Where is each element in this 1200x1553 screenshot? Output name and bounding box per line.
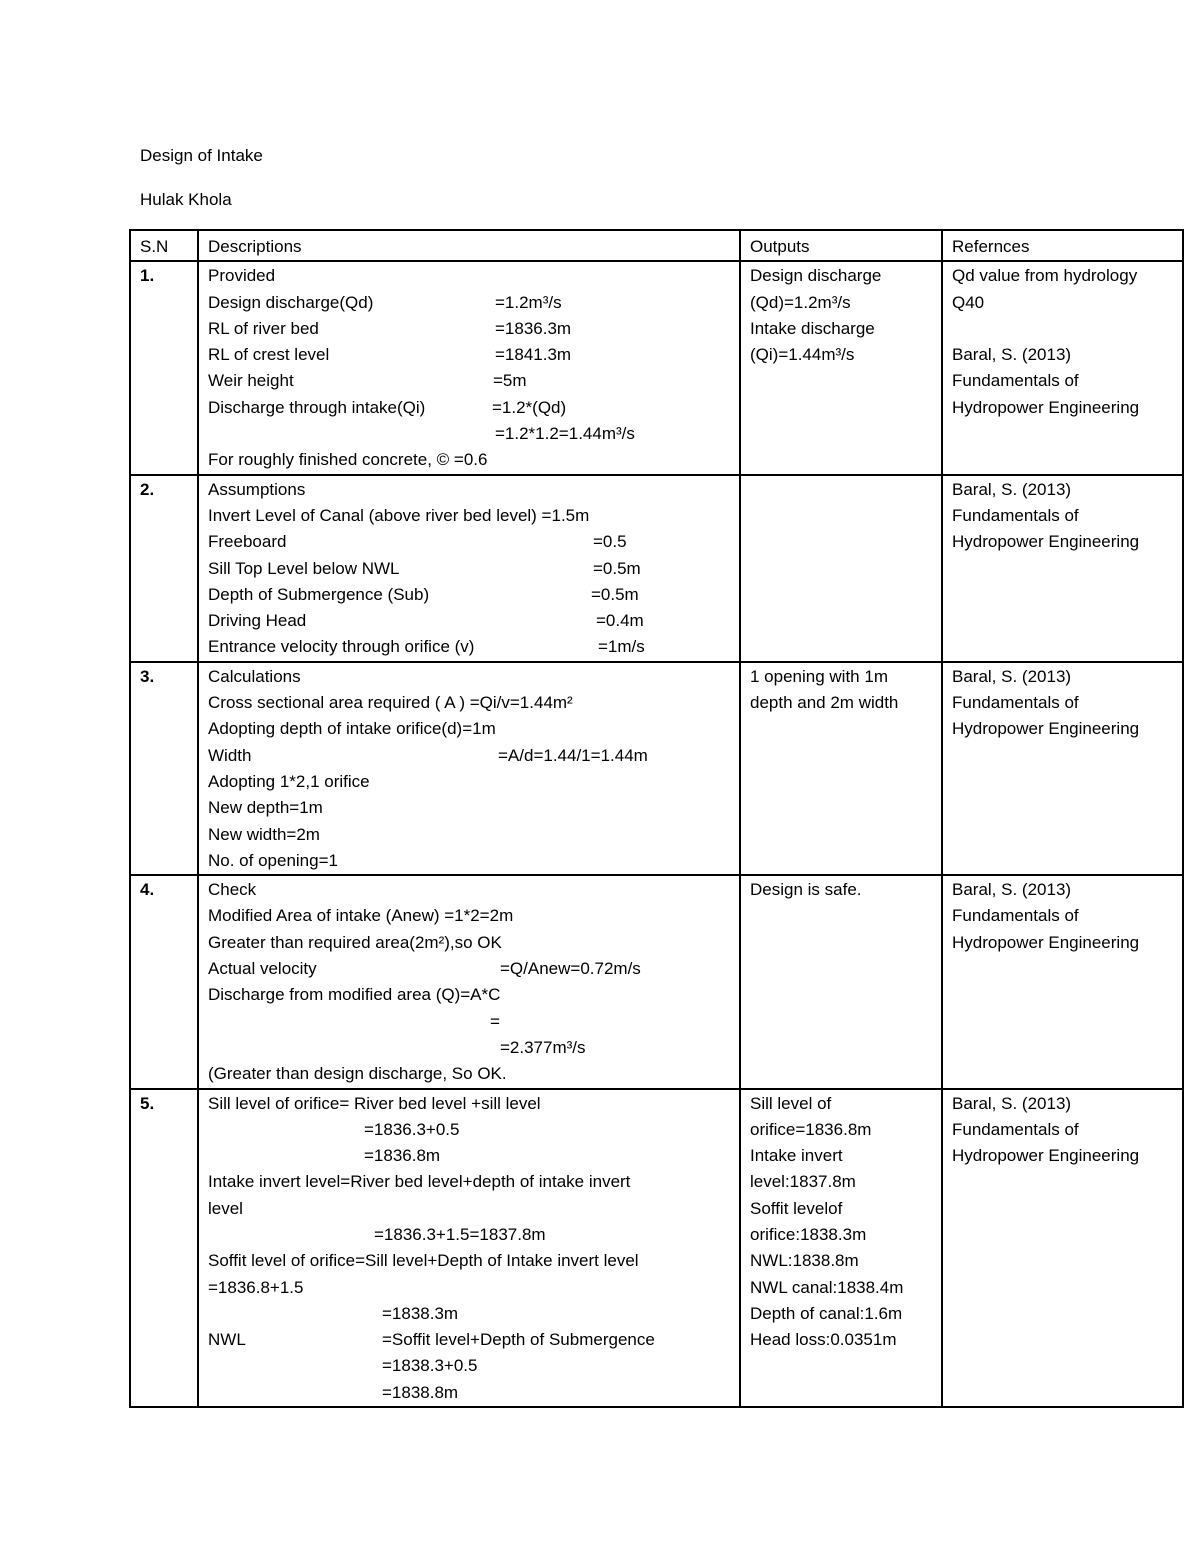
description-label: RL of crest level <box>208 345 330 365</box>
description-value: =0.5 <box>593 532 627 552</box>
description-line <box>208 1353 739 1379</box>
description-value: =1m/s <box>598 637 645 657</box>
description-value: =Q/Anew=0.72m/s <box>500 959 641 979</box>
description-line <box>208 795 739 821</box>
description-line <box>208 1009 739 1035</box>
row-sn: 2. <box>130 475 198 662</box>
description-line <box>208 1301 739 1327</box>
description-line <box>208 848 739 874</box>
description-line <box>208 1380 739 1406</box>
table-row <box>130 475 1183 662</box>
row-references <box>942 875 1183 1088</box>
reference-line: Hydropower Engineering <box>952 1146 1140 1166</box>
description-label: Design discharge(Qd) <box>208 292 374 312</box>
description-value: =1836.3+1.5=1837.8m <box>374 1224 546 1244</box>
description-label: Actual velocity <box>208 959 317 979</box>
description-line <box>208 1196 739 1222</box>
description-line <box>208 903 739 929</box>
description-line <box>208 316 739 342</box>
reference-line: Hydropower Engineering <box>952 932 1140 952</box>
description-value: =A/d=1.44/1=1.44m <box>498 745 648 765</box>
output-line: Soffit levelof <box>750 1198 843 1218</box>
row-sn: 4. <box>130 875 198 1088</box>
row-outputs <box>740 662 942 875</box>
description-label: Greater than required area(2m²),so OK <box>208 932 502 952</box>
description-label: New depth=1m <box>208 798 323 818</box>
description-line <box>208 877 739 903</box>
reference-line: Fundamentals of <box>952 371 1079 391</box>
description-line <box>208 956 739 982</box>
header-outputs: Outputs <box>740 230 942 261</box>
output-line: depth and 2m width <box>750 693 899 713</box>
header-references: Refernces <box>942 230 1183 261</box>
description-line <box>208 1035 739 1061</box>
row-references <box>942 662 1183 875</box>
description-line <box>208 1222 739 1248</box>
intake-design-table <box>129 229 1184 1408</box>
description-label: Discharge through intake(Qi) <box>208 397 426 417</box>
description-value: = <box>490 1011 500 1031</box>
row-descriptions <box>198 662 740 875</box>
description-label: Intake invert level=River bed level+depth of intake invert <box>208 1172 631 1192</box>
description-label: Sill Top Level below NWL <box>208 558 400 578</box>
description-value: =1838.8m <box>382 1382 459 1402</box>
description-label: NWL <box>208 1330 246 1350</box>
output-line: level:1837.8m <box>750 1172 856 1192</box>
description-label: Sill level of orifice= River bed level +sill level <box>208 1093 541 1113</box>
row-descriptions <box>198 875 740 1088</box>
description-label: Modified Area of intake (Anew) =1*2=2m <box>208 906 514 926</box>
row-descriptions <box>198 261 740 474</box>
description-label: Assumptions <box>208 479 306 499</box>
description-line <box>208 634 739 660</box>
description-label: RL of river bed <box>208 318 319 338</box>
description-value: =1836.3m <box>495 318 572 338</box>
description-value: =1836.8m <box>364 1146 441 1166</box>
description-value: =1836.3+0.5 <box>364 1119 460 1139</box>
description-value: =1838.3+0.5 <box>382 1356 478 1376</box>
description-line <box>208 690 739 716</box>
description-line <box>208 1117 739 1143</box>
row-outputs <box>740 1089 942 1408</box>
description-line <box>208 1327 739 1353</box>
row-references <box>942 475 1183 662</box>
description-line <box>208 1275 739 1301</box>
description-line <box>208 769 739 795</box>
table-body <box>130 230 1183 1407</box>
description-label: Weir height <box>208 371 294 391</box>
description-label: Discharge from modified area (Q)=A*C <box>208 985 501 1005</box>
description-value: =1838.3m <box>382 1303 459 1323</box>
row-outputs <box>740 261 942 474</box>
description-value: =Soffit level+Depth of Submergence <box>382 1330 655 1350</box>
output-line: orifice=1836.8m <box>750 1119 872 1139</box>
reference-line: Baral, S. (2013) <box>952 1093 1072 1113</box>
description-label: Invert Level of Canal (above river bed level) =1.5m <box>208 505 590 525</box>
row-sn: 5. <box>130 1089 198 1408</box>
reference-line: Hydropower Engineering <box>952 719 1140 739</box>
description-line <box>208 477 739 503</box>
description-label: Entrance velocity through orifice (v) <box>208 637 475 657</box>
row-descriptions <box>198 1089 740 1408</box>
row-outputs <box>740 475 942 662</box>
reference-line: Q40 <box>952 292 985 312</box>
description-label: Check <box>208 880 257 900</box>
reference-line: Fundamentals of <box>952 505 1079 525</box>
description-line <box>208 664 739 690</box>
description-label: New width=2m <box>208 824 320 844</box>
description-value: =2.377m³/s <box>500 1037 586 1057</box>
reference-line: Baral, S. (2013) <box>952 880 1072 900</box>
description-value: =0.4m <box>596 611 644 631</box>
description-value: =1.2*1.2=1.44m³/s <box>495 424 635 444</box>
description-line <box>208 1061 739 1087</box>
reference-line: Hydropower Engineering <box>952 397 1140 417</box>
output-line: orifice:1838.3m <box>750 1224 867 1244</box>
description-line <box>208 290 739 316</box>
header-descriptions: Descriptions <box>198 230 740 261</box>
description-line <box>208 263 739 289</box>
output-line: NWL canal:1838.4m <box>750 1277 904 1297</box>
description-line <box>208 743 739 769</box>
table-row <box>130 662 1183 875</box>
description-label: For roughly finished concrete, © =0.6 <box>208 450 488 470</box>
description-label: Adopting depth of intake orifice(d)=1m <box>208 719 496 739</box>
description-line <box>208 1091 739 1117</box>
description-value: =0.5m <box>593 558 641 578</box>
description-label: Driving Head <box>208 611 307 631</box>
document-subtitle: Hulak Khola <box>140 190 232 209</box>
description-label: Calculations <box>208 666 301 686</box>
description-value: =1.2m³/s <box>495 292 562 312</box>
description-label: Depth of Submergence (Sub) <box>208 584 430 604</box>
output-line: Sill level of <box>750 1093 832 1113</box>
description-line <box>208 421 739 447</box>
description-value: =1.2*(Qd) <box>492 397 567 417</box>
output-line: NWL:1838.8m <box>750 1251 859 1271</box>
table-row <box>130 261 1183 474</box>
output-line: Intake discharge <box>750 318 875 338</box>
output-line: 1 opening with 1m <box>750 666 888 686</box>
description-line <box>208 982 739 1008</box>
description-line <box>208 716 739 742</box>
reference-line: Fundamentals of <box>952 906 1079 926</box>
description-line <box>208 368 739 394</box>
description-value: =5m <box>493 371 527 391</box>
description-line <box>208 608 739 634</box>
description-label: No. of opening=1 <box>208 850 338 870</box>
description-line <box>208 930 739 956</box>
description-line <box>208 342 739 368</box>
description-value: =1841.3m <box>495 345 572 365</box>
row-sn: 3. <box>130 662 198 875</box>
reference-line: Baral, S. (2013) <box>952 345 1072 365</box>
description-line <box>208 1248 739 1274</box>
header-sn: S.N <box>130 230 198 261</box>
row-descriptions <box>198 475 740 662</box>
reference-line: Hydropower Engineering <box>952 532 1140 552</box>
description-line <box>208 1143 739 1169</box>
description-line <box>208 556 739 582</box>
output-line: (Qi)=1.44m³/s <box>750 345 855 365</box>
description-label: (Greater than design discharge, So OK. <box>208 1064 507 1084</box>
output-line: Head loss:0.0351m <box>750 1330 897 1350</box>
description-value: =1836.8+1.5 <box>208 1277 304 1297</box>
output-line: Design is safe. <box>750 880 862 900</box>
description-label: level <box>208 1198 243 1218</box>
description-line <box>208 395 739 421</box>
description-line <box>208 529 739 555</box>
reference-line: Qd value from hydrology <box>952 266 1138 286</box>
row-references <box>942 261 1183 474</box>
description-label: Soffit level of orifice=Sill level+Depth of Intake invert level <box>208 1251 639 1271</box>
table-header-row <box>130 230 1183 261</box>
table-row <box>130 875 1183 1088</box>
reference-line: Fundamentals of <box>952 1119 1079 1139</box>
reference-line: Baral, S. (2013) <box>952 479 1072 499</box>
description-line <box>208 1169 739 1195</box>
description-value: =0.5m <box>591 584 639 604</box>
reference-line: Fundamentals of <box>952 693 1079 713</box>
description-label: Cross sectional area required ( A ) =Qi/v=1.44m² <box>208 693 573 713</box>
output-line: Depth of canal:1.6m <box>750 1303 903 1323</box>
description-line <box>208 582 739 608</box>
description-line <box>208 822 739 848</box>
output-line: (Qd)=1.2m³/s <box>750 292 851 312</box>
row-references <box>942 1089 1183 1408</box>
table-row <box>130 1089 1183 1408</box>
document-title: Design of Intake <box>140 146 263 165</box>
reference-line: Baral, S. (2013) <box>952 666 1072 686</box>
description-label: Provided <box>208 266 276 286</box>
description-label: Freeboard <box>208 532 287 552</box>
description-line <box>208 503 739 529</box>
row-sn: 1. <box>130 261 198 474</box>
reference-line <box>952 316 1182 342</box>
description-line <box>208 447 739 473</box>
output-line: Design discharge <box>750 266 882 286</box>
output-line: Intake invert <box>750 1146 843 1166</box>
description-label: Adopting 1*2,1 orifice <box>208 771 370 791</box>
row-outputs <box>740 875 942 1088</box>
description-label: Width <box>208 745 252 765</box>
